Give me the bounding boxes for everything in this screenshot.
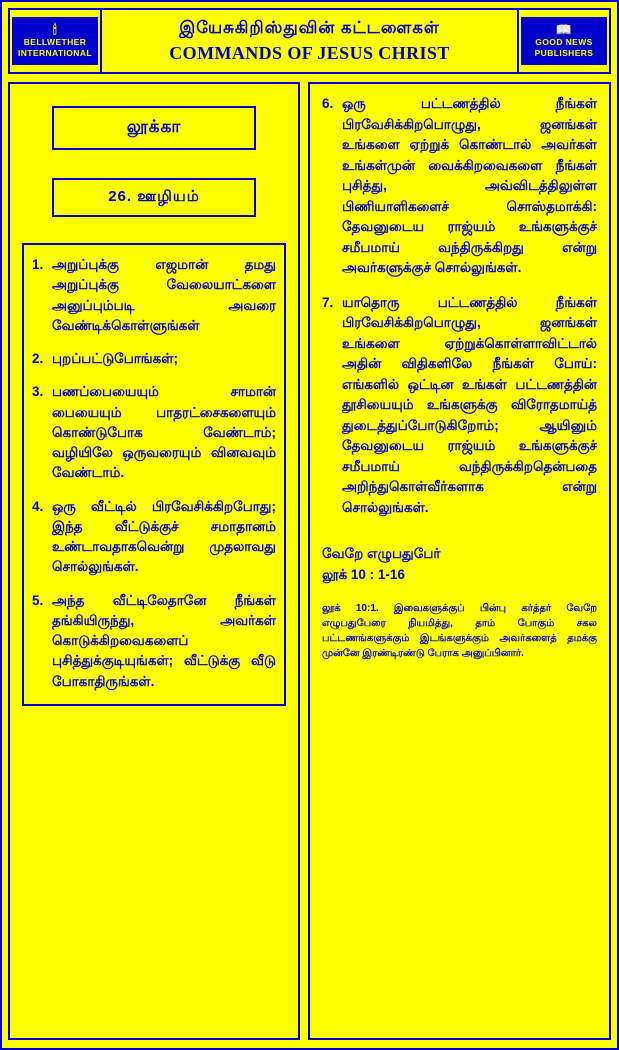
right-column [308,82,611,1040]
list-item-text: ஒரு பட்டணத்தில் நீங்கள் பிரவேசிக்கிறபொழுது, ஜனங்கள் உங்களை ஏற்றுக் கொண்டால் அவர்கள் உங்கள்முன் வைக்கிறவைகளை நீங்கள் புசித்து, அவ்விடத்திலுள்ள பிணியாளிகளைச் சொஸ்தமாக்கி: தேவனுடைய ராஜ்யம் உங்களுக்குச் சமீபமாய் வந்திருக்கிறது என்று அவர்களுக்குச் சொல்லுங்கள். [342,96,597,276]
good-news-logo-line2: PUBLISHERS [534,48,594,58]
list-item-text: புறப்பட்டுபோங்கள்; [52,351,178,366]
bellwether-logo-line1: BELLWETHER [23,36,87,47]
book-heading: லூக்கா [52,106,256,150]
list-item [32,382,276,483]
list-item [32,349,276,369]
list-item-number: 5. [32,592,44,608]
bellwether-logo [12,17,98,66]
section-heading: 26. ஊழியம் [52,178,256,217]
commands-list-left [22,243,286,706]
list-item-number: 1. [32,257,44,272]
commands-list-right [322,94,597,518]
page-title-english: COMMANDS OF JESUS CHRIST [169,42,450,63]
scripture-reference-verse: லூக் 10 : 1-16 [322,566,405,582]
footnote-text: லூக் 10:1. இவைகளுக்குப் பின்பு கர்த்தர் வேறே எழுபதுபேரை நியமித்து, தாம் போகும் சகல பட்டணங்களுக்கும் இடங்களுக்கும் அவர்களைத் தமக்கு முன்னே இரண்டிரண்டு பேராக அனுப்பினார். [322,602,597,659]
publisher-logo-left [10,10,102,72]
list-item-number: 6. [322,96,334,111]
lamp-icon: 🕯 [52,21,58,37]
scripture-reference-title: வேறே எழுபதுபேர் [322,546,441,562]
left-column [8,82,300,1040]
page-header [8,8,611,74]
list-item-text: யாதொரு பட்டணத்தில் நீங்கள் பிரவேசிக்கிறபொழுது, ஜனங்கள் உங்களை ஏற்றுக்கொள்ளாவிட்டால் அதின் விதிகளிலே நீங்கள் போய்: எங்களில் ஒட்டின உங்கள் பட்டணத்தின் தூசியையும் உங்களுக்கு விரோதமாய்த் துடைத்துப்போடுகிறோம்; ஆயினும் தேவனுடைய ராஜ்யம் உங்களுக்குச் சமீபமாய் வந்திருக்கிறதென்பதை அறிந்துகொள்வீர்களாக என்று சொல்லுங்கள். [342,294,597,515]
list-item-number: 3. [32,384,44,400]
list-item [322,293,597,519]
list-item-number: 2. [32,351,44,366]
list-item-number: 7. [322,294,334,310]
bellwether-logo-line2: INTERNATIONAL [18,48,92,58]
scripture-reference [322,544,597,585]
list-item-number: 4. [32,498,44,514]
list-item-text: ஒரு வீட்டில் பிரவேசிக்கிறபோது; இந்த வீட்டுக்குச் சமாதானம் உண்டாவதாகவென்று முதலாவது சொல்லுங்கள். [52,498,276,575]
page-title-tamil: இயேசுகிறிஸ்துவின் கட்டளைகள் [179,19,440,38]
publisher-logo-right [517,10,609,72]
list-item-text: பணப்பையையும் சாமான் பையையும் பாதரட்சைகளையும் கொண்டுபோக வேண்டாம்; வழியிலே ஒருவரையும் வினவவும் வேண்டாம். [52,384,276,481]
list-item [322,94,597,279]
list-item [32,591,276,692]
good-news-logo-line1: GOOD NEWS [535,36,593,47]
page-title [102,10,517,72]
list-item-text: அந்த வீட்டிலேதானே நீங்கள் தங்கியிருந்து, அவர்கள் கொடுக்கிறவைகளைப் புசித்துக்குடியுங்கள்; வீட்டுக்கு வீடு போகாதிருங்கள். [52,592,276,689]
good-news-logo [521,17,607,66]
list-item [32,255,276,336]
list-item-text: அறுப்புக்கு எஜமான் தமது அறுப்புக்கு வேலையாட்களை அனுப்பும்படி அவரை வேண்டிக்கொள்ளுங்கள் [52,257,276,333]
list-item [32,497,276,578]
book-icon: 📖 [555,21,573,37]
